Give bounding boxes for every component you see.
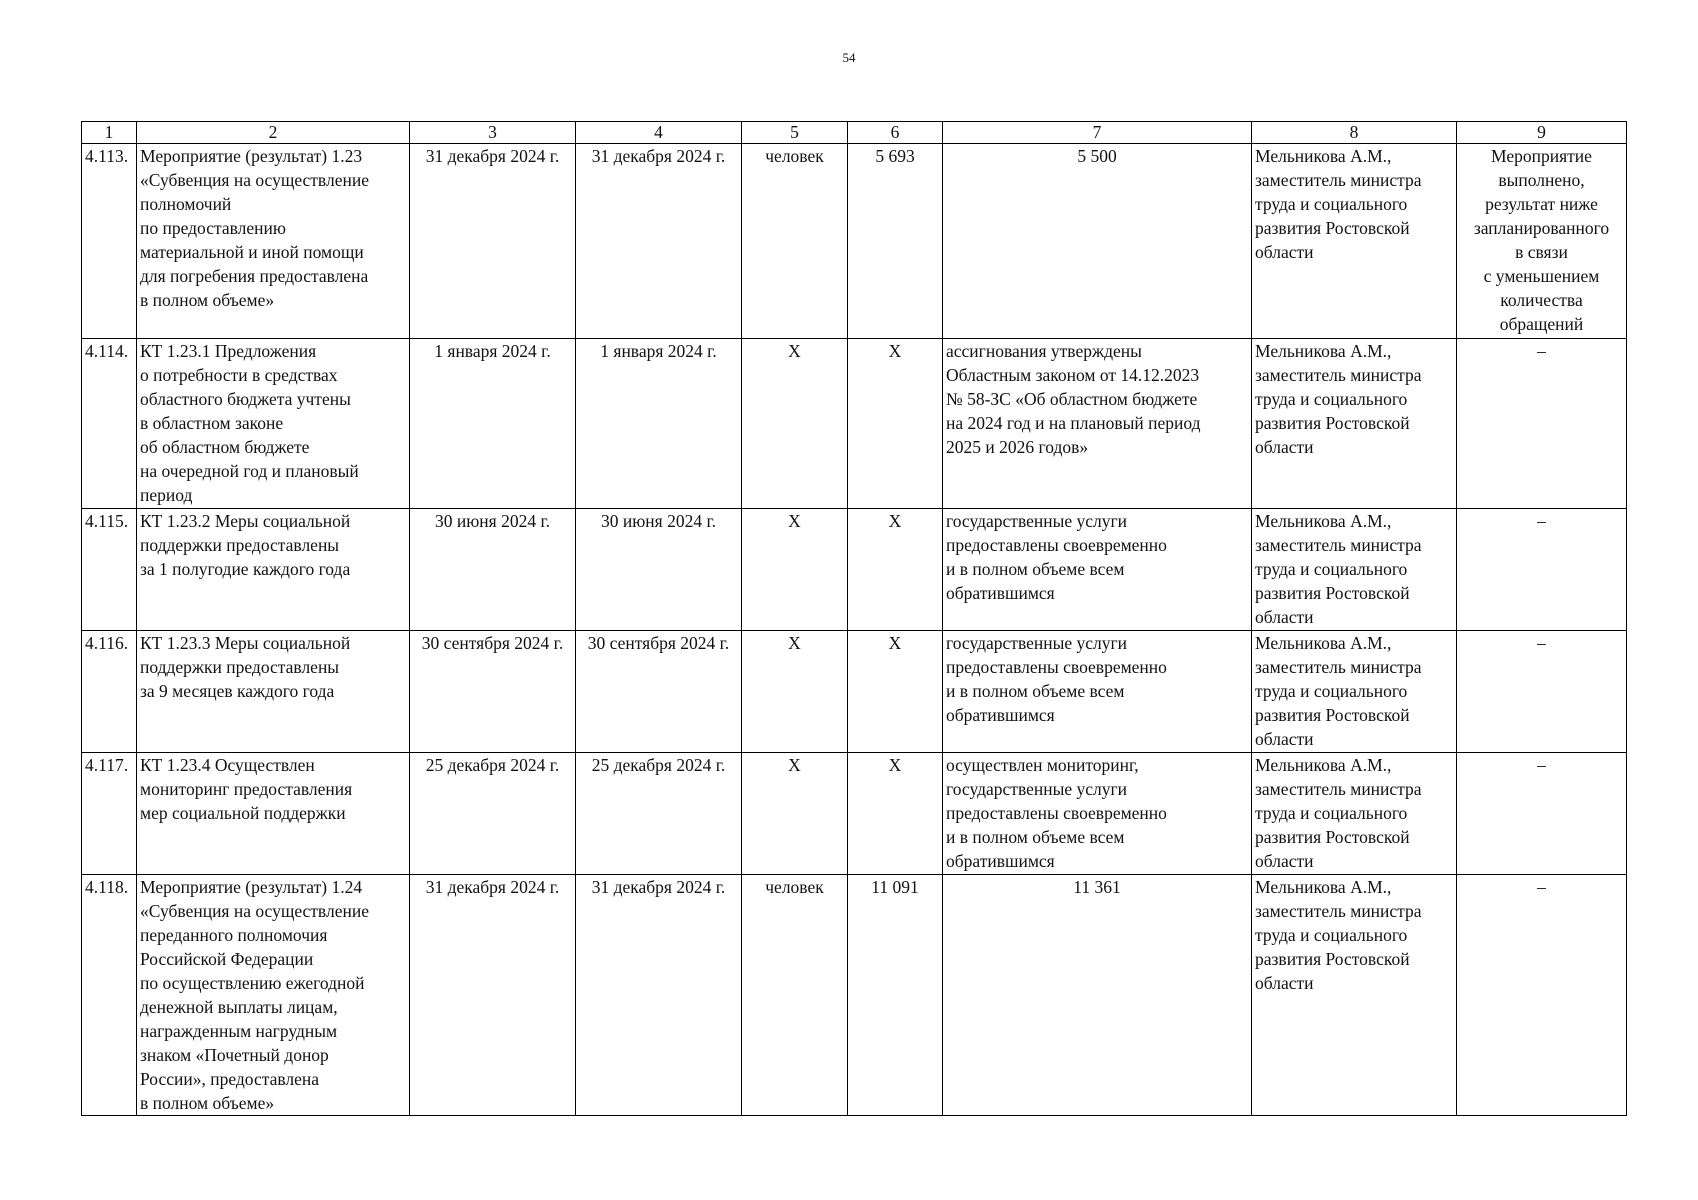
- row-responsible: Мельникова А.М., заместитель министра труда и социального развития Ростовской области: [1252, 144, 1457, 339]
- row-responsible: Мельникова А.М., заместитель министра труда и социального развития Ростовской области: [1252, 631, 1457, 753]
- table-row: [82, 144, 1627, 339]
- row-name: Мероприятие (результат) 1.23 «Субвенция на осуществление полномочий по предоставлению материальной и иной помощи для погребения предоставлена в полном объеме»: [137, 144, 410, 339]
- row-fact-value: осуществлен мониторинг, государственные услуги предоставлены своевременно и в полном объеме всем обратившимся: [943, 753, 1252, 875]
- column-header-6: 6: [848, 122, 943, 144]
- row-number: 4.114.: [82, 339, 137, 509]
- column-header-7: 7: [943, 122, 1252, 144]
- table-row: [82, 509, 1627, 631]
- header-row: [82, 122, 1627, 144]
- row-fact-value: ассигнования утверждены Областным законом от 14.12.2023 № 58-ЗС «Об областном бюджете на 2024 год и на плановый период 2025 и 2026 годов»: [943, 339, 1252, 509]
- row-fact-value: государственные услуги предоставлены своевременно и в полном объеме всем обратившимся: [943, 509, 1252, 631]
- column-header-9: 9: [1457, 122, 1627, 144]
- row-note: Мероприятие выполнено, результат ниже запланированного в связи с уменьшением количества обращений: [1457, 144, 1627, 339]
- row-name: Мероприятие (результат) 1.24 «Субвенция на осуществление переданного полномочия Российской Федерации по осуществлению ежегодной денежной выплаты лицам, награжденным нагрудным знаком «Почетный донор России», предоставлена в полном объеме»: [137, 875, 410, 1116]
- row-plan-value: 5 693: [848, 144, 943, 339]
- row-number: 4.117.: [82, 753, 137, 875]
- row-number: 4.113.: [82, 144, 137, 339]
- row-name: КТ 1.23.2 Меры социальной поддержки предоставлены за 1 полугодие каждого года: [137, 509, 410, 631]
- table-row: [82, 631, 1627, 753]
- row-responsible: Мельникова А.М., заместитель министра труда и социального развития Ростовской области: [1252, 875, 1457, 1116]
- column-header-5: 5: [742, 122, 848, 144]
- column-header-3: 3: [410, 122, 576, 144]
- row-note: –: [1457, 753, 1627, 875]
- row-unit: человек: [742, 144, 848, 339]
- row-plan-value: Х: [848, 631, 943, 753]
- table-row: [82, 875, 1627, 1116]
- column-header-1: 1: [82, 122, 137, 144]
- row-note: –: [1457, 875, 1627, 1116]
- row-plan-date: 1 января 2024 г.: [410, 339, 576, 509]
- row-unit: человек: [742, 875, 848, 1116]
- row-note: –: [1457, 339, 1627, 509]
- row-note: –: [1457, 509, 1627, 631]
- row-name: КТ 1.23.4 Осуществлен мониторинг предоставления мер социальной поддержки: [137, 753, 410, 875]
- column-header-4: 4: [576, 122, 742, 144]
- report-table: [81, 121, 1627, 1116]
- page-number: 54: [842, 50, 856, 65]
- row-unit: Х: [742, 339, 848, 509]
- row-fact-value: государственные услуги предоставлены своевременно и в полном объеме всем обратившимся: [943, 631, 1252, 753]
- row-plan-date: 25 декабря 2024 г.: [410, 753, 576, 875]
- row-plan-date: 31 декабря 2024 г.: [410, 144, 576, 339]
- row-plan-date: 30 июня 2024 г.: [410, 509, 576, 631]
- row-number: 4.118.: [82, 875, 137, 1116]
- row-fact-value: 11 361: [943, 875, 1252, 1116]
- row-number: 4.116.: [82, 631, 137, 753]
- table-row: [82, 753, 1627, 875]
- row-fact-value: 5 500: [943, 144, 1252, 339]
- row-plan-date: 30 сентября 2024 г.: [410, 631, 576, 753]
- row-unit: Х: [742, 753, 848, 875]
- row-name: КТ 1.23.3 Меры социальной поддержки предоставлены за 9 месяцев каждого года: [137, 631, 410, 753]
- column-header-8: 8: [1252, 122, 1457, 144]
- row-fact-date: 31 декабря 2024 г.: [576, 144, 742, 339]
- row-note: –: [1457, 631, 1627, 753]
- row-plan-value: Х: [848, 753, 943, 875]
- row-fact-date: 31 декабря 2024 г.: [576, 875, 742, 1116]
- row-unit: Х: [742, 509, 848, 631]
- row-unit: Х: [742, 631, 848, 753]
- row-plan-value: Х: [848, 339, 943, 509]
- row-plan-value: 11 091: [848, 875, 943, 1116]
- row-fact-date: 30 июня 2024 г.: [576, 509, 742, 631]
- row-fact-date: 30 сентября 2024 г.: [576, 631, 742, 753]
- column-header-2: 2: [137, 122, 410, 144]
- row-responsible: Мельникова А.М., заместитель министра труда и социального развития Ростовской области: [1252, 509, 1457, 631]
- row-plan-date: 31 декабря 2024 г.: [410, 875, 576, 1116]
- table-row: [82, 339, 1627, 509]
- row-fact-date: 1 января 2024 г.: [576, 339, 742, 509]
- row-number: 4.115.: [82, 509, 137, 631]
- row-responsible: Мельникова А.М., заместитель министра труда и социального развития Ростовской области: [1252, 339, 1457, 509]
- row-name: КТ 1.23.1 Предложения о потребности в средствах областного бюджета учтены в областном законе об областном бюджете на очередной год и плановый период: [137, 339, 410, 509]
- row-responsible: Мельникова А.М., заместитель министра труда и социального развития Ростовской области: [1252, 753, 1457, 875]
- row-plan-value: Х: [848, 509, 943, 631]
- row-fact-date: 25 декабря 2024 г.: [576, 753, 742, 875]
